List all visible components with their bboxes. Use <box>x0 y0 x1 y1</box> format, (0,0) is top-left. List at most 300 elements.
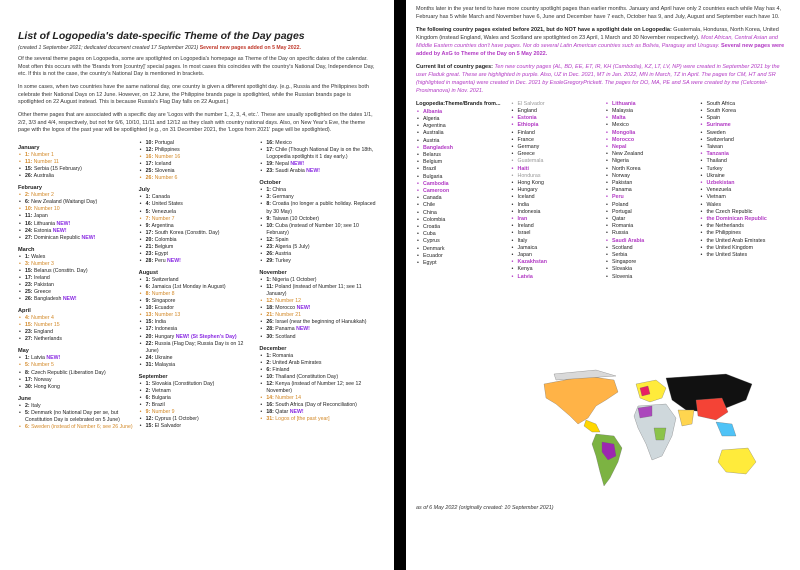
date-label: Indonesia <box>154 326 178 333</box>
country-item: • China <box>416 210 507 217</box>
date-label: Ecuador <box>154 305 174 312</box>
country-item: • Latvia <box>511 274 602 281</box>
date-label: Kenya (instead of Number 12; see 12 November) <box>266 380 362 394</box>
date-entry <box>139 395 256 402</box>
date-entry <box>18 296 135 303</box>
date-label: Number 10 <box>33 206 60 213</box>
country-item: • Cameroon <box>416 188 507 195</box>
date-label: Denmark (no National Day per se, but Constitution Day is celebrated on 5 June) <box>25 409 120 423</box>
date-label: Serbia (15 February) <box>33 166 82 173</box>
date-day: 1: <box>266 352 271 359</box>
date-day: 31: <box>266 416 274 423</box>
subtitle-dates: (created 1 September 2021; dedicated document created 17 September 2021) <box>18 45 199 51</box>
date-day: 5: <box>25 362 30 369</box>
date-day: 3: <box>25 260 30 267</box>
country-item: • the United Kingdom <box>700 245 791 252</box>
date-label: Croatia (no longer a public holiday. Replaced by 30 May) <box>266 201 376 215</box>
date-day: 10: <box>145 305 154 312</box>
country-item: • Mongolia <box>605 130 696 137</box>
country-item: • Colombia <box>416 217 507 224</box>
country-item: • Cuba <box>416 231 507 238</box>
country-item: • Serbia <box>605 252 696 259</box>
date-label: Morocco <box>275 305 296 312</box>
date-entry <box>259 416 376 423</box>
date-day: 10: <box>145 140 154 147</box>
date-entry <box>259 216 376 223</box>
country-item: • Bangladesh <box>416 145 507 152</box>
date-label: United States <box>151 201 183 208</box>
date-label: Netherlands <box>33 336 62 343</box>
missing-pages-note: Most African, Central Asian and Middle Eastern countries don't have pages. Nor do several Latin American countries such as Bolivia, Paraguay and Uruguay. <box>416 34 778 49</box>
country-item: • South Korea <box>700 108 791 115</box>
date-entry <box>139 223 256 230</box>
country-item: • Suriname <box>700 122 791 129</box>
country-item: • Sweden <box>700 130 791 137</box>
date-label: Number 16 <box>154 154 181 161</box>
month-heading: February <box>18 185 42 192</box>
country-item: • the Czech Republic <box>700 209 791 216</box>
date-label: Portugal <box>154 140 174 147</box>
date-label: Slovenia <box>154 168 175 175</box>
date-label: Egypt <box>154 250 168 257</box>
month-column <box>259 140 376 431</box>
date-day: 16: <box>266 402 274 409</box>
date-label: Number 15 <box>33 322 60 329</box>
date-entry <box>18 268 135 275</box>
date-label: Slovakia (Constitution Day) <box>151 380 215 387</box>
date-label: Peru <box>154 257 166 264</box>
date-day: 7: <box>145 402 151 409</box>
date-entry <box>139 319 256 326</box>
date-day: 17: <box>266 147 274 154</box>
date-day: 26: <box>25 296 33 303</box>
date-day: 6: <box>145 284 151 291</box>
date-label: Spain <box>275 236 289 243</box>
date-entry <box>139 291 256 298</box>
date-day: 9: <box>145 222 151 229</box>
date-label: India <box>154 319 166 326</box>
country-item: • Saudi Arabia <box>605 238 696 245</box>
date-day: 19: <box>266 161 274 168</box>
country-item: • Nigeria <box>605 158 696 165</box>
date-label: South Korea (Constitn. Day) <box>154 229 220 236</box>
country-item: • Algeria <box>416 116 507 123</box>
date-day: 16: <box>25 220 33 227</box>
date-entry <box>259 402 376 409</box>
new-badge: NEW! (St Stephen's Day) <box>175 333 237 340</box>
country-item: • Spain <box>700 115 791 122</box>
month-heading: November <box>259 270 287 277</box>
date-label: Algeria (5 July) <box>275 243 310 250</box>
country-item: • Singapore <box>605 259 696 266</box>
intro-paragraph-3: Other theme pages that are associated with a specific day are 'Logos with the number 1, 2, 3, 4, etc.'. These are usually spotlighted on the dates 1/1, 2/2, 3/3 and 4/4, respectively, but not for 6/6, 10/10, 11/11 and 12/12 as they clash with country national days. Also, on New Year's Eve, the theme page with the logos of the past year will be spotlighted (e.g., on 31 December 2021, the 'Logos from 2021' page will be spotlighted). <box>18 112 373 134</box>
country-item: • Thailand <box>700 158 791 165</box>
country-item: • Slovakia <box>605 266 696 273</box>
country-item: • Nepal <box>605 144 696 151</box>
date-label: Greece <box>33 289 51 296</box>
date-day: 31: <box>145 361 154 368</box>
date-day: 30: <box>266 333 274 340</box>
date-day: 12: <box>266 236 274 243</box>
date-entry <box>139 175 256 182</box>
date-label: South Africa (Day of Reconciliation) <box>275 402 357 409</box>
date-label: Bulgaria <box>151 394 171 401</box>
country-item: • Honduras <box>511 173 602 180</box>
country-item: • Uzbekistan <box>700 180 791 187</box>
date-day: 2: <box>145 387 151 394</box>
country-item: • Israel <box>511 230 602 237</box>
date-day: 21: <box>266 312 274 319</box>
country-item: • Greece <box>511 151 602 158</box>
date-day: 6: <box>266 366 271 373</box>
date-day: 1: <box>25 355 30 362</box>
date-entry <box>18 329 135 336</box>
intro-paragraph-2: In some cases, when two countries have the same national day, one country is given a different spotlight day. (e.g., Russia and the Philippines both celebrate their National Days on 12 June. However, on 12 June, the Philippine brands page is spotlighted, while the Russian brands page is spotlighted on 22 August instead. This is because Russia's Flag Day falls on 22 August.) <box>18 84 369 106</box>
date-day: 8: <box>266 201 271 208</box>
date-day: 21: <box>145 243 154 250</box>
date-entry <box>259 244 376 251</box>
new-badge: NEW! <box>52 227 67 234</box>
date-entry <box>139 305 256 312</box>
date-label: Canada <box>151 194 170 201</box>
date-day: 11: <box>25 159 33 166</box>
month-heading: April <box>18 308 31 315</box>
date-day: 11: <box>266 284 274 291</box>
date-label: Number 5 <box>31 362 54 369</box>
date-entry <box>259 284 376 298</box>
date-label: Number 14 <box>275 394 301 401</box>
country-item: • Peru <box>605 194 696 201</box>
date-day: 1: <box>145 277 151 284</box>
date-label: Nigeria (1 October) <box>272 277 317 284</box>
date-entry <box>18 173 135 180</box>
subtitle-new-note: Several new pages added on 5 May 2022. <box>199 45 301 51</box>
date-label: Philippines <box>154 147 180 154</box>
date-entry <box>259 168 376 175</box>
date-day: 23: <box>25 281 33 288</box>
date-list <box>259 353 376 424</box>
date-label: Number 13 <box>154 312 181 319</box>
date-list <box>139 381 256 430</box>
date-entry <box>18 199 135 206</box>
date-entry <box>139 355 256 362</box>
country-item: • Vietnam <box>700 194 791 201</box>
country-item: • Iran <box>511 216 602 223</box>
country-item: • Brazil <box>416 166 507 173</box>
date-label: Nepal <box>275 161 289 168</box>
country-item: • Panama <box>605 187 696 194</box>
date-entry <box>18 235 135 242</box>
date-entry <box>259 360 376 367</box>
date-day: 7: <box>145 215 151 222</box>
date-list <box>18 254 135 303</box>
country-item: • Denmark <box>416 246 507 253</box>
date-entry <box>18 377 135 384</box>
date-entry <box>18 362 135 369</box>
date-entry <box>139 362 256 369</box>
date-label: Czech Republic (Liberation Day) <box>31 369 106 376</box>
country-item: • Chile <box>416 202 507 209</box>
country-item: • Malaysia <box>605 108 696 115</box>
date-day: 2: <box>25 192 30 199</box>
date-label: Iceland <box>154 161 172 168</box>
date-day: 20: <box>145 236 154 243</box>
date-label: Number 3 <box>31 260 54 267</box>
country-item: • Bulgaria <box>416 174 507 181</box>
date-label: Ukraine <box>154 354 173 361</box>
months-paragraph: Months later in the year tend to have more country spotlight pages than earlier months. January and April have only 2 countries each while May has 4, February has 5 while March and November have 6, June and December have 7 each, October has 9, and July, August and September each have 10. <box>416 6 782 20</box>
country-item: • Belarus <box>416 152 507 159</box>
date-day: 26: <box>266 250 274 257</box>
date-entry <box>139 168 256 175</box>
date-label: Thailand (Constitution Day) <box>275 373 339 380</box>
month-heading: May <box>18 348 29 355</box>
country-column-4 <box>700 101 791 281</box>
date-label: Germany <box>272 194 294 201</box>
date-entry <box>259 187 376 194</box>
date-label: Number 7 <box>151 215 175 222</box>
date-entry <box>259 237 376 244</box>
month-heading: October <box>259 180 281 187</box>
date-day: 15: <box>25 267 33 274</box>
country-table-header: Logopedia:Theme/Brands from... <box>416 100 501 107</box>
country-item: • Egypt <box>416 260 507 267</box>
country-item: • Cyprus <box>416 238 507 245</box>
missing-pages-new: Several new pages were added by AxG to Theme of the Day on 5 May 2022. <box>416 42 785 57</box>
date-label: Number 21 <box>275 312 301 319</box>
country-item: • Haiti <box>511 166 602 173</box>
date-label: Number 12 <box>275 298 301 305</box>
date-label: Dominican Republic <box>33 234 81 241</box>
country-item: • Croatia <box>416 224 507 231</box>
date-label: Jamaica (1st Monday in August) <box>151 284 226 291</box>
date-entry <box>259 161 376 168</box>
date-entry <box>139 284 256 291</box>
country-item: • Pakistan <box>605 180 696 187</box>
date-entry <box>139 298 256 305</box>
date-entry <box>18 206 135 213</box>
date-entry <box>18 254 135 261</box>
date-day: 24: <box>145 354 154 361</box>
date-day: 10: <box>266 373 274 380</box>
date-list <box>18 192 135 241</box>
country-item: • Canada <box>416 195 507 202</box>
country-item: • New Zealand <box>605 151 696 158</box>
missing-pages-paragraph <box>416 27 790 59</box>
date-entry <box>18 159 135 166</box>
date-label: Finland <box>272 366 290 373</box>
date-label: Hong Kong <box>33 383 60 390</box>
date-label: Switzerland <box>151 277 179 284</box>
date-entry <box>259 251 376 258</box>
date-entry <box>259 367 376 374</box>
date-list <box>18 355 135 390</box>
date-entry <box>139 409 256 416</box>
country-item: • Jamaica <box>511 245 602 252</box>
country-item: • Russia <box>605 230 696 237</box>
date-day: 10: <box>266 222 274 229</box>
date-day: 12: <box>145 416 154 423</box>
date-entry <box>139 334 256 341</box>
country-item: • North Korea <box>605 166 696 173</box>
new-badge: NEW! <box>167 257 181 264</box>
date-entry <box>259 326 376 333</box>
date-entry <box>139 312 256 319</box>
date-label: Number 4 <box>31 315 54 322</box>
country-item: • Iceland <box>511 194 602 201</box>
date-label: Scotland <box>275 333 296 340</box>
date-label: Sweden (instead of Number 6; see 26 June) <box>31 423 133 430</box>
country-item: • Austria <box>416 138 507 145</box>
date-label: Ireland <box>33 274 50 281</box>
date-list <box>139 140 256 182</box>
date-label: El Salvador <box>154 423 182 430</box>
current-list-lead: Current list of country pages: <box>416 63 494 70</box>
date-list <box>18 315 135 343</box>
date-entry <box>139 381 256 388</box>
country-item: • Ukraine <box>700 173 791 180</box>
date-day: 4: <box>145 201 151 208</box>
date-entry <box>18 152 135 159</box>
country-item: • El Salvador <box>511 101 602 108</box>
country-item: • Scotland <box>605 245 696 252</box>
country-list <box>700 101 791 259</box>
date-day: 12: <box>266 298 274 305</box>
country-item: • the United Arab Emirates <box>700 238 791 245</box>
date-label: Number 2 <box>31 192 54 199</box>
country-item: • Ireland <box>511 223 602 230</box>
month-heading: December <box>259 345 287 352</box>
date-label: Belgium <box>154 243 174 250</box>
date-label: Russia (Flag Day; Russia Day is on 12 June) <box>145 340 244 354</box>
date-entry <box>259 381 376 395</box>
date-label: Norway <box>33 376 52 383</box>
date-day: 24: <box>25 227 33 234</box>
date-entry <box>259 140 376 147</box>
date-entry <box>259 409 376 416</box>
date-entry <box>18 322 135 329</box>
date-day: 9: <box>266 215 271 222</box>
date-entry <box>139 201 256 208</box>
date-label: Cyprus (1 October) <box>154 416 199 423</box>
country-list <box>416 109 507 267</box>
date-day: 13: <box>145 312 154 319</box>
new-badge: NEW! <box>296 326 310 333</box>
date-entry <box>139 161 256 168</box>
month-heading: January <box>18 145 40 152</box>
date-entry <box>139 326 256 333</box>
date-entry <box>259 334 376 341</box>
date-entry <box>259 305 376 312</box>
month-heading: March <box>18 246 35 253</box>
date-label: Poland (instead of Number 11; see 11 January) <box>266 284 362 298</box>
date-entry <box>259 258 376 265</box>
country-list <box>511 101 602 281</box>
date-day: 27: <box>25 336 33 343</box>
date-day: 2: <box>266 359 271 366</box>
date-label: Vietnam <box>151 387 171 394</box>
country-item: • Morocco <box>605 137 696 144</box>
country-item: • Kazakhstan <box>511 259 602 266</box>
date-label: Chile (Though National Day is on the 18th, Logopedia spotlights it 1 day early.) <box>266 147 374 161</box>
date-day: 17: <box>145 326 154 333</box>
date-day: 1: <box>25 253 30 260</box>
date-entry <box>259 353 376 360</box>
document-subtitle <box>18 45 376 51</box>
new-badge: NEW! <box>81 234 96 241</box>
date-entry <box>139 194 256 201</box>
country-item: • Hong Kong <box>511 180 602 187</box>
country-item: • Ethiopia <box>511 122 602 129</box>
country-item: • Japan <box>511 252 602 259</box>
country-item: • the Netherlands <box>700 223 791 230</box>
date-label: Colombia <box>154 236 177 243</box>
date-day: 25: <box>145 168 154 175</box>
date-day: 1: <box>145 380 151 387</box>
date-day: 15: <box>145 319 154 326</box>
date-day: 20: <box>145 333 154 340</box>
date-day: 12: <box>266 380 274 387</box>
date-entry <box>18 403 135 410</box>
date-label: Venezuela <box>151 208 176 215</box>
country-item: • Guatemala <box>511 158 602 165</box>
date-label: United Arab Emirates <box>272 359 322 366</box>
date-label: Pakistan <box>33 281 54 288</box>
date-entry <box>18 370 135 377</box>
date-label: New Zealand (Waitangi Day) <box>31 199 98 206</box>
country-item: • India <box>511 202 602 209</box>
date-day: 17: <box>25 376 33 383</box>
date-entry <box>18 221 135 228</box>
date-entry <box>139 209 256 216</box>
country-item: • Ecuador <box>416 253 507 260</box>
country-item: • Albania <box>416 109 507 116</box>
world-map-svg <box>526 366 764 496</box>
date-entry <box>18 228 135 235</box>
date-entry <box>259 147 376 161</box>
month-heading: June <box>18 395 32 402</box>
country-item: • Cambodia <box>416 181 507 188</box>
date-label: Number 8 <box>151 291 175 298</box>
date-entry <box>139 402 256 409</box>
date-entry <box>139 154 256 161</box>
date-entry <box>139 277 256 284</box>
date-day: 1: <box>145 194 151 201</box>
date-label: Wales <box>31 253 46 260</box>
date-entry <box>139 140 256 147</box>
country-item: • the United States <box>700 252 791 259</box>
date-entry <box>259 312 376 319</box>
date-day: 18: <box>266 409 274 416</box>
country-item: • Wales <box>700 202 791 209</box>
page-right <box>406 0 800 570</box>
date-entry <box>18 336 135 343</box>
new-badge: NEW! <box>62 296 77 303</box>
date-label: Number 11 <box>33 159 59 166</box>
country-column-3 <box>605 101 696 281</box>
country-item: • Argentina <box>416 123 507 130</box>
country-column-2 <box>511 101 602 281</box>
country-item: • Italy <box>511 238 602 245</box>
date-entry <box>18 275 135 282</box>
date-label: Lithuania <box>33 220 56 227</box>
month-column <box>18 140 135 431</box>
date-day: 22: <box>145 340 154 347</box>
date-label: Hungary <box>154 333 175 340</box>
new-badge: NEW! <box>306 168 321 175</box>
missing-pages-text: Guatemala, Honduras, North Korea, United Kingdom (instead England, Wales and Scotland are spotlighted on 23 April, 1 March and 30 November respectively). <box>416 26 779 41</box>
country-item: • the Philippines <box>700 230 791 237</box>
